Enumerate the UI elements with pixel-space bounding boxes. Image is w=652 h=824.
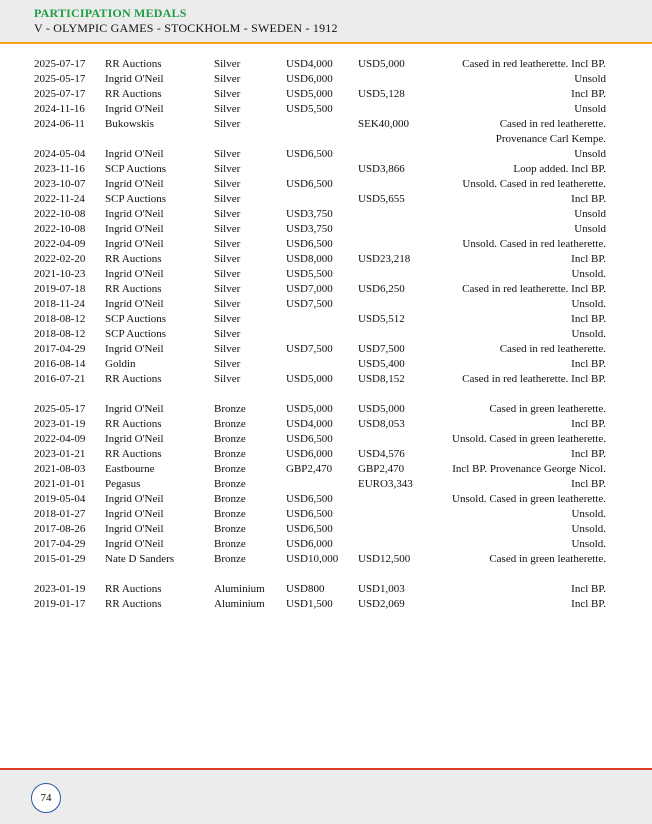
result-price: USD5,000: [358, 403, 405, 415]
sale-date: 2025-05-17: [34, 73, 86, 85]
medal-metal: Silver: [214, 253, 241, 265]
sale-date: 2017-04-29: [34, 343, 86, 355]
note: Unsold.: [571, 508, 606, 520]
table-row: [0, 177, 652, 192]
medal-metal: Bronze: [214, 418, 246, 430]
sale-date: 2019-01-17: [34, 598, 86, 610]
auction-house: RR Auctions: [105, 598, 162, 610]
auction-house: RR Auctions: [105, 373, 162, 385]
medal-metal: Silver: [214, 178, 241, 190]
table-row: [0, 417, 652, 432]
estimate: USD3,750: [286, 208, 333, 220]
estimate: USD10,000: [286, 553, 339, 565]
note: Unsold. Cased in red leatherette.: [462, 238, 606, 250]
medal-metal: Bronze: [214, 463, 246, 475]
estimate: USD4,000: [286, 418, 333, 430]
auction-house: Ingrid O'Neil: [105, 223, 164, 235]
auction-house: SCP Auctions: [105, 193, 167, 205]
page-number: 74: [31, 783, 61, 813]
table-row: [0, 87, 652, 102]
result-price: USD5,512: [358, 313, 405, 325]
result-price: USD3,866: [358, 163, 405, 175]
auction-house: Ingrid O'Neil: [105, 508, 164, 520]
medal-metal: Silver: [214, 298, 241, 310]
auction-house: Ingrid O'Neil: [105, 73, 164, 85]
sale-date: 2024-05-04: [34, 148, 86, 160]
medal-metal: Silver: [214, 313, 241, 325]
medal-metal: Aluminium: [214, 598, 265, 610]
note: Incl BP.: [571, 358, 606, 370]
estimate: USD5,500: [286, 103, 333, 115]
sale-date: 2018-08-12: [34, 328, 86, 340]
estimate: USD5,000: [286, 403, 333, 415]
medal-metal: Bronze: [214, 433, 246, 445]
medal-metal: Bronze: [214, 493, 246, 505]
medal-metal: Silver: [214, 148, 241, 160]
table-row: [0, 132, 652, 147]
sale-date: 2021-01-01: [34, 478, 86, 490]
table-row: [0, 282, 652, 297]
estimate: USD800: [286, 583, 325, 595]
medal-metal: Bronze: [214, 538, 246, 550]
auction-house: RR Auctions: [105, 418, 162, 430]
medal-metal: Bronze: [214, 508, 246, 520]
auction-house: Ingrid O'Neil: [105, 493, 164, 505]
sale-date: 2025-07-17: [34, 88, 86, 100]
result-price: EURO3,343: [358, 478, 413, 490]
medal-metal: Silver: [214, 58, 241, 70]
table-row: [0, 237, 652, 252]
sale-date: 2015-01-29: [34, 553, 86, 565]
sale-date: 2022-02-20: [34, 253, 86, 265]
result-price: SEK40,000: [358, 118, 410, 130]
sale-date: 2023-11-16: [34, 163, 85, 175]
sale-date: 2016-07-21: [34, 373, 86, 385]
estimate: USD6,500: [286, 493, 333, 505]
medal-metal: Bronze: [214, 448, 246, 460]
note: Incl BP.: [571, 253, 606, 265]
table-row: [0, 312, 652, 327]
medal-metal: Silver: [214, 328, 241, 340]
sale-date: 2021-10-23: [34, 268, 86, 280]
table-row: [0, 597, 652, 612]
table-row: [0, 552, 652, 567]
auction-house: Ingrid O'Neil: [105, 268, 164, 280]
note: Provenance Carl Kempe.: [495, 133, 606, 145]
sale-date: 2018-01-27: [34, 508, 86, 520]
table-row: [0, 147, 652, 162]
estimate: USD6,500: [286, 178, 333, 190]
table-row: [0, 267, 652, 282]
estimate: USD5,000: [286, 88, 333, 100]
note: Incl BP. Provenance George Nicol.: [452, 463, 606, 475]
auction-house: Ingrid O'Neil: [105, 298, 164, 310]
medal-metal: Silver: [214, 358, 241, 370]
sale-date: 2022-10-08: [34, 208, 86, 220]
medal-metal: Aluminium: [214, 583, 265, 595]
table-row: [0, 447, 652, 462]
sale-date: 2022-04-09: [34, 238, 86, 250]
estimate: USD6,500: [286, 238, 333, 250]
note: Cased in red leatherette. Incl BP.: [462, 283, 606, 295]
auction-house: Ingrid O'Neil: [105, 523, 164, 535]
auction-house: Ingrid O'Neil: [105, 208, 164, 220]
medal-metal: Bronze: [214, 403, 246, 415]
estimate: USD6,500: [286, 523, 333, 535]
estimate: USD8,000: [286, 253, 333, 265]
medal-metal: Silver: [214, 238, 241, 250]
note: Cased in green leatherette.: [489, 553, 606, 565]
result-price: USD5,000: [358, 58, 405, 70]
table-row: [0, 207, 652, 222]
estimate: USD6,000: [286, 538, 333, 550]
note: Unsold: [574, 223, 606, 235]
sale-date: 2025-05-17: [34, 403, 86, 415]
sale-date: 2025-07-17: [34, 58, 86, 70]
note: Incl BP.: [571, 448, 606, 460]
auction-house: RR Auctions: [105, 283, 162, 295]
estimate: USD6,000: [286, 448, 333, 460]
page-header: [0, 0, 652, 44]
note: Unsold: [574, 73, 606, 85]
result-price: USD8,053: [358, 418, 405, 430]
note: Incl BP.: [571, 313, 606, 325]
sale-date: 2023-10-07: [34, 178, 86, 190]
note: Cased in red leatherette.: [499, 118, 606, 130]
estimate: USD1,500: [286, 598, 333, 610]
auction-house: SCP Auctions: [105, 163, 167, 175]
table-row: [0, 522, 652, 537]
estimate: USD5,000: [286, 373, 333, 385]
section-silver: [0, 57, 652, 387]
result-price: USD12,500: [358, 553, 411, 565]
table-row: [0, 327, 652, 342]
auction-house: SCP Auctions: [105, 313, 167, 325]
sale-date: 2021-08-03: [34, 463, 86, 475]
auction-house: Pegasus: [105, 478, 141, 490]
table-row: [0, 297, 652, 312]
note: Unsold: [574, 208, 606, 220]
sale-date: 2022-10-08: [34, 223, 86, 235]
auction-house: RR Auctions: [105, 253, 162, 265]
note: Incl BP.: [571, 193, 606, 205]
note: Unsold.: [571, 538, 606, 550]
estimate: GBP2,470: [286, 463, 333, 475]
sale-date: 2017-08-26: [34, 523, 86, 535]
table-row: [0, 477, 652, 492]
note: Unsold. Cased in green leatherette.: [452, 493, 606, 505]
result-price: USD2,069: [358, 598, 405, 610]
note: Cased in red leatherette. Incl BP.: [462, 373, 606, 385]
medal-metal: Silver: [214, 373, 241, 385]
sale-date: 2019-07-18: [34, 283, 86, 295]
result-price: USD1,003: [358, 583, 405, 595]
result-price: USD6,250: [358, 283, 405, 295]
table-row: [0, 492, 652, 507]
result-price: USD4,576: [358, 448, 405, 460]
note: Unsold.: [571, 268, 606, 280]
note: Cased in red leatherette. Incl BP.: [462, 58, 606, 70]
estimate: USD6,500: [286, 148, 333, 160]
table-row: [0, 252, 652, 267]
estimate: USD7,500: [286, 343, 333, 355]
table-row: [0, 507, 652, 522]
medal-metal: Silver: [214, 193, 241, 205]
section-bronze: [0, 402, 652, 567]
note: Incl BP.: [571, 88, 606, 100]
table-row: [0, 57, 652, 72]
section-aluminium: [0, 582, 652, 612]
sale-date: 2023-01-19: [34, 583, 86, 595]
estimate: USD6,500: [286, 433, 333, 445]
estimate: USD6,500: [286, 508, 333, 520]
auction-records-table: [0, 57, 652, 627]
sale-date: 2016-08-14: [34, 358, 86, 370]
table-row: [0, 222, 652, 237]
note: Unsold. Cased in red leatherette.: [462, 178, 606, 190]
result-price: USD5,400: [358, 358, 405, 370]
table-row: [0, 462, 652, 477]
note: Unsold: [574, 148, 606, 160]
header-subtitle: V - OLYMPIC GAMES - STOCKHOLM - SWEDEN - 1912: [34, 21, 338, 35]
auction-house: Nate D Sanders: [105, 553, 175, 565]
header-title: PARTICIPATION MEDALS: [34, 6, 187, 20]
estimate: USD4,000: [286, 58, 333, 70]
sale-date: 2024-11-16: [34, 103, 85, 115]
table-row: [0, 537, 652, 552]
table-row: [0, 192, 652, 207]
auction-house: Ingrid O'Neil: [105, 343, 164, 355]
note: Cased in green leatherette.: [489, 403, 606, 415]
sale-date: 2023-01-19: [34, 418, 86, 430]
medal-metal: Silver: [214, 103, 241, 115]
medal-metal: Bronze: [214, 553, 246, 565]
note: Unsold.: [571, 328, 606, 340]
note: Unsold. Cased in green leatherette.: [452, 433, 606, 445]
table-row: [0, 162, 652, 177]
table-row: [0, 432, 652, 447]
table-row: [0, 102, 652, 117]
medal-metal: Silver: [214, 283, 241, 295]
auction-house: Ingrid O'Neil: [105, 178, 164, 190]
estimate: USD5,500: [286, 268, 333, 280]
table-row: [0, 342, 652, 357]
medal-metal: Silver: [214, 118, 241, 130]
auction-house: Bukowskis: [105, 118, 154, 130]
estimate: USD7,500: [286, 298, 333, 310]
auction-house: RR Auctions: [105, 448, 162, 460]
medal-metal: Bronze: [214, 478, 246, 490]
auction-house: Goldin: [105, 358, 136, 370]
result-price: USD7,500: [358, 343, 405, 355]
auction-house: RR Auctions: [105, 58, 162, 70]
table-row: [0, 357, 652, 372]
note: Incl BP.: [571, 583, 606, 595]
auction-house: Ingrid O'Neil: [105, 538, 164, 550]
sale-date: 2022-11-24: [34, 193, 85, 205]
auction-house: RR Auctions: [105, 583, 162, 595]
note: Unsold.: [571, 298, 606, 310]
auction-house: Ingrid O'Neil: [105, 238, 164, 250]
estimate: USD3,750: [286, 223, 333, 235]
medal-metal: Silver: [214, 343, 241, 355]
result-price: USD5,128: [358, 88, 405, 100]
sale-date: 2017-04-29: [34, 538, 86, 550]
estimate: USD7,000: [286, 283, 333, 295]
auction-house: Ingrid O'Neil: [105, 148, 164, 160]
result-price: GBP2,470: [358, 463, 405, 475]
note: Incl BP.: [571, 598, 606, 610]
table-row: [0, 117, 652, 132]
note: Unsold: [574, 103, 606, 115]
medal-metal: Silver: [214, 88, 241, 100]
sale-date: 2018-11-24: [34, 298, 85, 310]
medal-metal: Silver: [214, 208, 241, 220]
auction-house: RR Auctions: [105, 88, 162, 100]
result-price: USD8,152: [358, 373, 405, 385]
medal-metal: Silver: [214, 223, 241, 235]
sale-date: 2023-01-21: [34, 448, 86, 460]
note: Incl BP.: [571, 418, 606, 430]
sale-date: 2018-08-12: [34, 313, 86, 325]
auction-house: Ingrid O'Neil: [105, 433, 164, 445]
sale-date: 2022-04-09: [34, 433, 86, 445]
note: Incl BP.: [571, 478, 606, 490]
medal-metal: Silver: [214, 268, 241, 280]
note: Loop added. Incl BP.: [513, 163, 606, 175]
result-price: USD5,655: [358, 193, 405, 205]
table-row: [0, 72, 652, 87]
medal-metal: Silver: [214, 73, 241, 85]
table-row: [0, 372, 652, 387]
auction-house: Eastbourne: [105, 463, 155, 475]
auction-house: Ingrid O'Neil: [105, 403, 164, 415]
sale-date: 2024-06-11: [34, 118, 85, 130]
page-footer: [0, 768, 652, 824]
result-price: USD23,218: [358, 253, 411, 265]
auction-house: Ingrid O'Neil: [105, 103, 164, 115]
auction-house: SCP Auctions: [105, 328, 167, 340]
note: Cased in red leatherette.: [499, 343, 606, 355]
medal-metal: Silver: [214, 163, 241, 175]
table-row: [0, 582, 652, 597]
sale-date: 2019-05-04: [34, 493, 86, 505]
table-row: [0, 402, 652, 417]
estimate: USD6,000: [286, 73, 333, 85]
medal-metal: Bronze: [214, 523, 246, 535]
note: Unsold.: [571, 523, 606, 535]
